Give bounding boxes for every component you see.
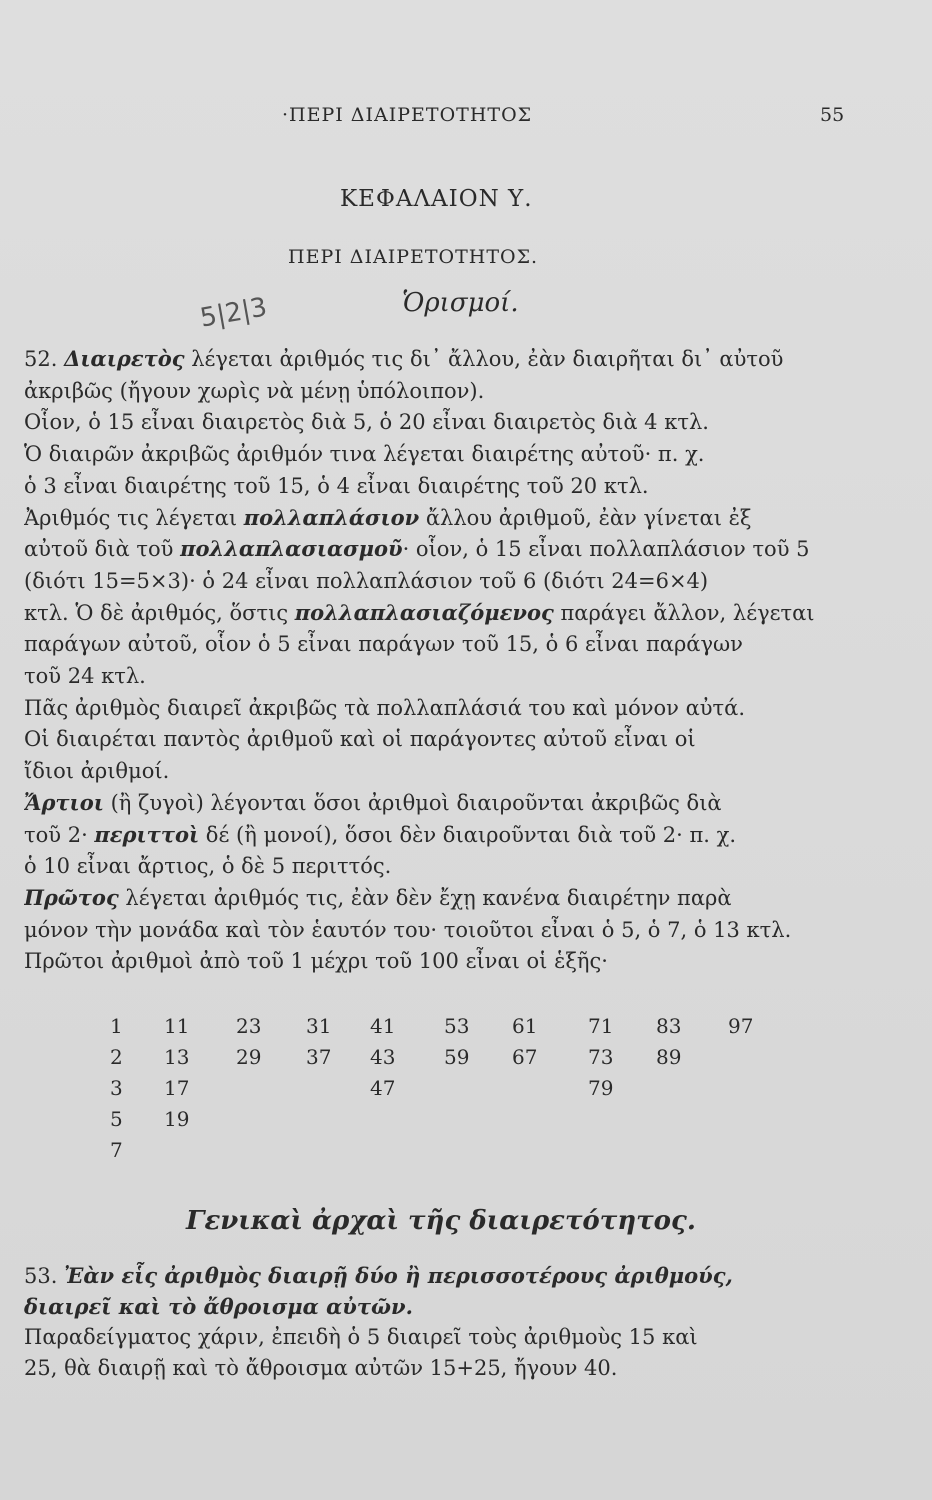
text-line [24,1262,908,1290]
text-run: Ὁ διαιρῶν ἀκριβῶς ἀριθμόν τινα λέγεται διαιρέτης αὐτοῦ· π. χ. [24,442,705,467]
text-run: παράγων αὐτοῦ, οἷον ὁ 5 εἶναι παράγων τοῦ 15, ὁ 6 εἶναι παράγων [24,632,743,657]
text-run: Οἷον, ὁ 15 εἶναι διαιρετὸς διὰ 5, ὁ 20 εἶναι διαιρετὸς διὰ 4 κτλ. [24,410,709,435]
running-header: ·ΠΕΡΙ ΔΙΑΙΡΕΤΟΤΗΤΟΣ [282,104,533,126]
defined-term: περιττοὶ [94,821,200,847]
section-heading: Γενικαὶ ἀρχαὶ τῆς διαιρετότητος. [186,1206,696,1236]
text-line [24,504,908,532]
prime-number: 29 [236,1045,262,1069]
text-line [24,535,908,563]
text-line [24,662,908,690]
prime-number: 83 [656,1014,682,1038]
text-run: 25, θὰ διαιρῇ καὶ τὸ ἄθροισμα αὐτῶν 15+25, ἤγουν 40. [24,1355,618,1380]
text-run: ὁ 10 εἶναι ἄρτιος, ὁ δὲ 5 περιττός. [24,854,392,879]
text-line [24,1323,908,1351]
prime-number: 47 [370,1076,396,1100]
text-run: ἀκριβῶς (ἤγουν χωρὶς νὰ μένῃ ὑπόλοιπον). [24,378,485,403]
prime-number: 19 [164,1107,190,1131]
prime-number: 71 [588,1014,614,1038]
text-run: τοῦ 24 κτλ. [24,664,146,688]
prime-number: 11 [164,1014,190,1038]
text-line [24,694,908,722]
text-run: δέ (ἢ μονοί), ὅσοι δὲν διαιροῦνται διὰ τοῦ 2· π. χ. [199,822,737,847]
text-line [24,852,908,880]
text-run: τοῦ 2· [24,822,95,847]
text-line [24,757,908,785]
text-line [24,377,908,405]
prime-number: 3 [110,1076,123,1100]
prime-number: 89 [656,1045,682,1069]
defined-term: Ἄρτιοι [24,789,104,815]
text-line [24,472,908,500]
prime-number: 97 [728,1014,754,1038]
text-run: Οἱ διαιρέται παντὸς ἀριθμοῦ καὶ οἱ παράγοντες αὐτοῦ εἶναι οἱ [24,727,696,752]
defined-term: Ἐὰν εἷς ἀριθμὸς διαιρῇ δύο ἢ περισσοτέρους ἀριθμούς, [64,1263,733,1288]
text-run: (ἢ ζυγοὶ) λέγονται ὅσοι ἀριθμοὶ διαιροῦνται ἀκριβῶς διὰ [103,790,722,815]
text-line [24,567,908,595]
text-run: Πρῶτοι ἀριθμοὶ ἀπὸ τοῦ 1 μέχρι τοῦ 100 εἶναι οἱ ἑξῆς· [24,949,608,974]
chapter-subtitle: ΠΕΡΙ ΔΙΑΙΡΕΤΟΤΗΤΟΣ. [288,246,539,268]
pencil-note: 5|2|3 [197,292,270,334]
text-run: αὐτοῦ διὰ τοῦ [24,537,181,562]
text-line [24,725,908,753]
prime-number: 13 [164,1045,190,1069]
prime-number: 17 [164,1076,190,1100]
prime-number: 37 [306,1045,332,1069]
defined-term: Διαιρετὸς [64,346,185,371]
text-run: λέγεται ἀριθμός τις, ἐὰν δὲν ἔχῃ κανένα διαιρέτην παρὰ [118,885,732,910]
page-number: 55 [820,104,845,126]
text-run: Ἀριθμός τις λέγεται [24,505,244,530]
defined-term: διαιρεῖ καὶ τὸ ἄθροισμα αὐτῶν. [24,1293,413,1319]
prime-number: 67 [512,1045,538,1069]
prime-number: 79 [588,1076,614,1100]
text-run: μόνον τὴν μονάδα καὶ τὸν ἑαυτόν του· τοιοῦτοι εἶναι ὁ 5, ὁ 7, ὁ 13 κτλ. [24,917,792,942]
prime-number: 53 [444,1014,470,1038]
prime-number: 1 [110,1014,123,1038]
text-run: ὁ 3 εἶναι διαιρέτης τοῦ 15, ὁ 4 εἶναι διαιρέτης τοῦ 20 κτλ. [24,473,649,498]
text-run: ἄλλου ἀριθμοῦ, ἐὰν γίνεται ἐξ [419,505,752,530]
text-run: 52. [24,347,65,371]
prime-number: 73 [588,1045,614,1069]
text-line [24,884,908,912]
prime-number: 5 [110,1107,123,1131]
prime-number: 61 [512,1014,538,1038]
text-line [24,789,908,817]
text-line [24,408,908,436]
text-run: κτλ. Ὁ δὲ ἀριθμός, ὅστις [24,600,295,625]
prime-number: 23 [236,1014,262,1038]
prime-number: 41 [370,1014,396,1038]
text-line [24,947,908,975]
text-run: Πᾶς ἀριθμὸς διαιρεῖ ἀκριβῶς τὰ πολλαπλάσιά του καὶ μόνον αὐτά. [24,695,745,720]
definitions-heading: Ὁρισμοί. [402,288,519,318]
text-line [24,599,908,627]
text-line [24,1293,908,1321]
text-line [24,1354,908,1382]
text-line [24,630,908,658]
text-line [24,440,908,468]
prime-number: 2 [110,1045,123,1069]
prime-number: 31 [306,1014,332,1038]
prime-number: 43 [370,1045,396,1069]
text-line [24,916,908,944]
text-run: ἴδιοι ἀριθμοί. [24,759,170,784]
defined-term: Πρῶτος [24,884,119,910]
text-run: (διότι 15=5×3)· ὁ 24 εἶναι πολλαπλάσιον τοῦ 6 (διότι 24=6×4) [24,568,709,593]
text-run: · οἷον, ὁ 15 εἶναι πολλαπλάσιον τοῦ 5 [402,537,810,562]
prime-number: 7 [110,1138,123,1162]
defined-term: πολλαπλασιασμοῦ [180,536,403,562]
text-line [24,345,908,373]
prime-number: 59 [444,1045,470,1069]
defined-term: πολλαπλασιαζόμενος [294,599,554,625]
text-run: Παραδείγματος χάριν, ἐπειδὴ ὁ 5 διαιρεῖ τοὺς ἀριθμοὺς 15 καὶ [24,1325,698,1349]
chapter-title: ΚΕΦΑΛΑΙΟΝ Υ. [340,186,533,212]
text-run: λέγεται ἀριθμός τις δι᾽ ἄλλου, ἐὰν διαιρῆται δι᾽ αὐτοῦ [184,347,784,371]
defined-term: πολλαπλάσιον [243,504,420,530]
text-run: 53. [24,1264,65,1288]
text-run: παράγει ἄλλον, λέγεται [553,600,815,625]
text-line [24,821,908,849]
